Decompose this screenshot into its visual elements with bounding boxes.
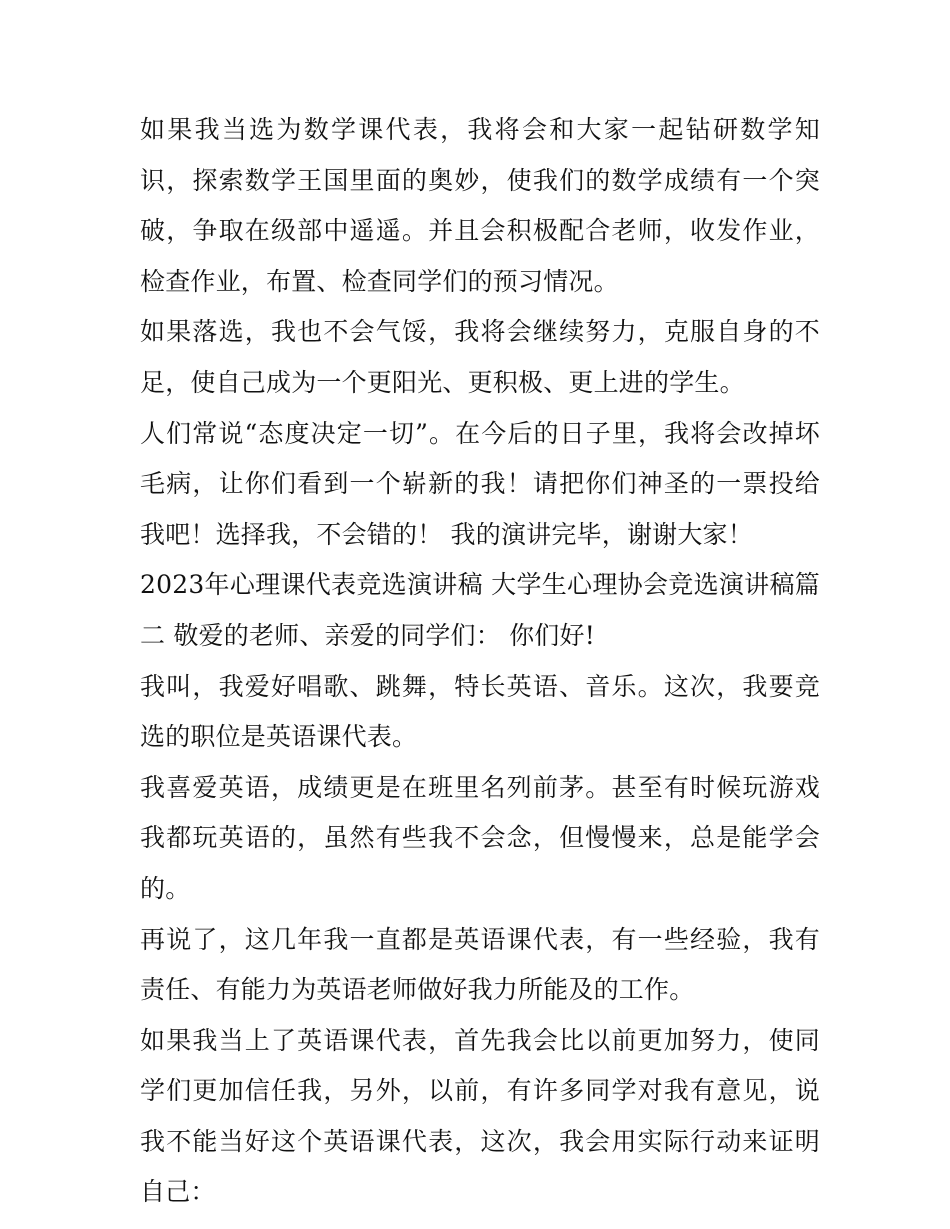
paragraph-7: 再说了，这几年我一直都是英语课代表，有一些经验，我有责任、有能力为英语老师做好我力所能及的工作。	[140, 924, 820, 1005]
paragraph-1: 如果我当选为数学课代表，我将会和大家一起钻研数学知识，探索数学王国里面的奥妙，使我们的数学成绩有一个突破，争取在级部中遥遥。并且会积极配合老师，收发作业，检查作业，布置、检查同学们的预习情况。	[140, 115, 820, 296]
paragraph-3: 人们常说“态度决定一切”。在今后的日子里，我将会改掉坏毛病，让你们看到一个崭新的我！请把你们神圣的一票投给我吧！选择我，不会错的！ 我的演讲完毕，谢谢大家！	[140, 418, 820, 549]
paragraph-8: 如果我当上了英语课代表，首先我会比以前更加努力，使同学们更加信任我，另外，以前，有许多同学对我有意见，说我不能当好这个英语课代表，这次，我会用实际行动来证明自己：	[140, 1025, 820, 1207]
paragraph-5: 我叫，我爱好唱歌、跳舞，特长英语、音乐。这次，我要竞选的职位是英语课代表。	[140, 671, 820, 752]
document-body	[140, 105, 820, 1218]
paragraph-2: 如果落选，我也不会气馁，我将会继续努力，克服自身的不足，使自己成为一个更阳光、更积极、更上进的学生。	[140, 317, 820, 397]
paragraph-4: 2023年心理课代表竞选演讲稿 大学生心理协会竞选演讲稿篇二 敬爱的老师、亲爱的同学们： 你们好!	[140, 570, 820, 650]
paragraph-6: 我喜爱英语，成绩更是在班里名列前茅。甚至有时候玩游戏我都玩英语的，虽然有些我不会念，但慢慢来，总是能学会的。	[140, 772, 820, 903]
